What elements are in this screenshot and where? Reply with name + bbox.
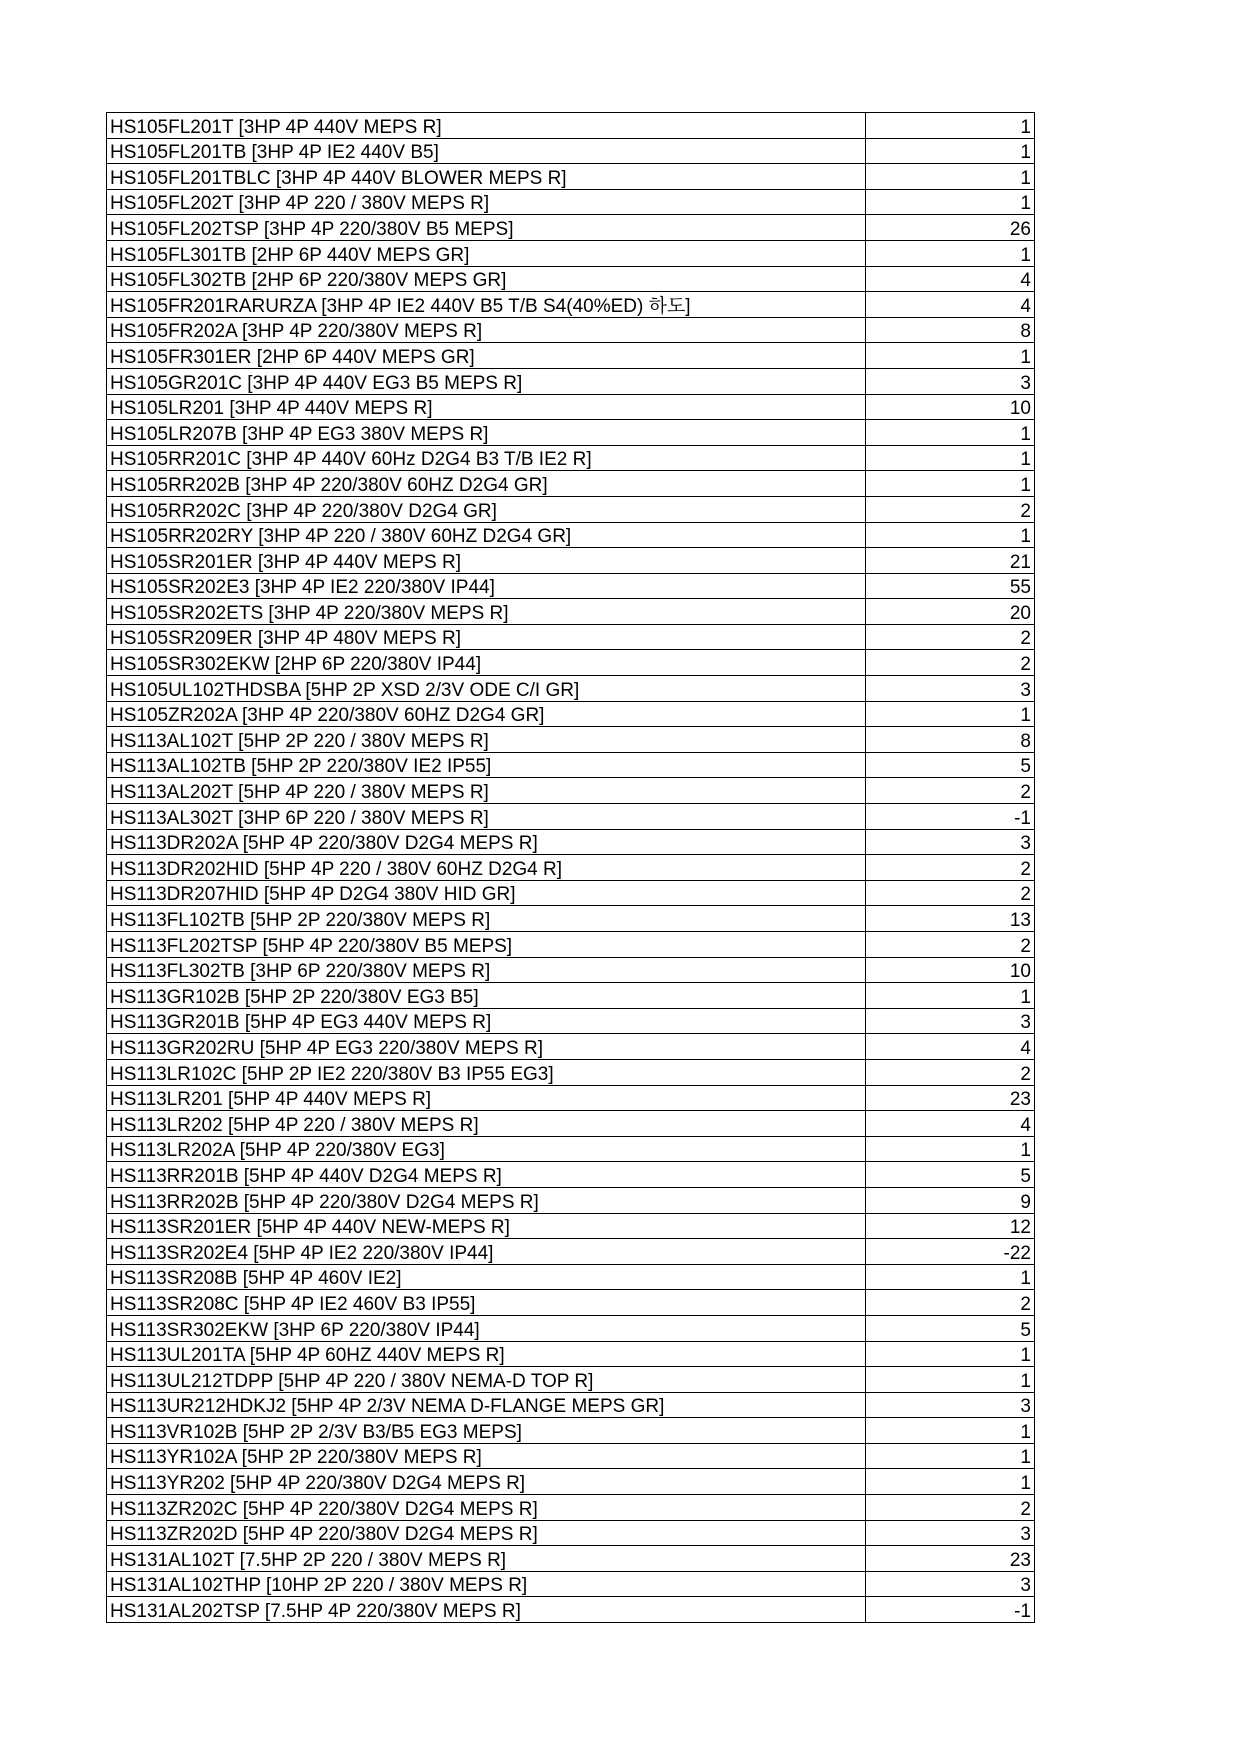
table-row	[107, 1111, 1035, 1137]
item-description-cell: HS105FL302TB [2HP 6P 220/380V MEPS GR]	[107, 266, 866, 292]
item-description-cell: HS105FR201RARURZA [3HP 4P IE2 440V B5 T/B S4(40%ED) 하도]	[107, 292, 866, 318]
item-description-cell: HS105FL201TBLC [3HP 4P 440V BLOWER MEPS R]	[107, 164, 866, 190]
table-row	[107, 215, 1035, 241]
table-row	[107, 599, 1035, 625]
table-row	[107, 266, 1035, 292]
item-description-cell: HS105FL301TB [2HP 6P 440V MEPS GR]	[107, 240, 866, 266]
table-row	[107, 317, 1035, 343]
item-description-cell: HS113SR208C [5HP 4P IE2 460V B3 IP55]	[107, 1290, 866, 1316]
item-description-cell: HS131AL202TSP [7.5HP 4P 220/380V MEPS R]	[107, 1597, 866, 1623]
table-row	[107, 1469, 1035, 1495]
item-description-cell: HS113YR102A [5HP 2P 220/380V MEPS R]	[107, 1443, 866, 1469]
item-quantity-cell: 3	[866, 676, 1035, 702]
table-row	[107, 1520, 1035, 1546]
item-quantity-cell: 2	[866, 932, 1035, 958]
item-quantity-cell: 2	[866, 778, 1035, 804]
item-description-cell: HS105FL201TB [3HP 4P IE2 440V B5]	[107, 138, 866, 164]
item-quantity-cell: 1	[866, 1367, 1035, 1393]
table-row	[107, 548, 1035, 574]
item-description-cell: HS113UL212TDPP [5HP 4P 220 / 380V NEMA-D TOP R]	[107, 1367, 866, 1393]
item-quantity-cell: 3	[866, 1571, 1035, 1597]
table-row	[107, 240, 1035, 266]
item-quantity-cell: 21	[866, 548, 1035, 574]
item-description-cell: HS113LR202 [5HP 4P 220 / 380V MEPS R]	[107, 1111, 866, 1137]
item-description-cell: HS105SR201ER [3HP 4P 440V MEPS R]	[107, 548, 866, 574]
item-description-cell: HS113FL202TSP [5HP 4P 220/380V B5 MEPS]	[107, 932, 866, 958]
item-quantity-cell: 3	[866, 1520, 1035, 1546]
item-description-cell: HS113YR202 [5HP 4P 220/380V D2G4 MEPS R]	[107, 1469, 866, 1495]
item-quantity-cell: 2	[866, 1495, 1035, 1521]
table-row	[107, 880, 1035, 906]
item-description-cell: HS131AL102THP [10HP 2P 220 / 380V MEPS R]	[107, 1571, 866, 1597]
table-row	[107, 1239, 1035, 1265]
item-quantity-cell: 5	[866, 1162, 1035, 1188]
item-quantity-cell: 8	[866, 727, 1035, 753]
item-description-cell: HS113AL102T [5HP 2P 220 / 380V MEPS R]	[107, 727, 866, 753]
item-description-cell: HS113ZR202D [5HP 4P 220/380V D2G4 MEPS R]	[107, 1520, 866, 1546]
item-description-cell: HS105LR207B [3HP 4P EG3 380V MEPS R]	[107, 420, 866, 446]
item-quantity-cell: 4	[866, 1111, 1035, 1137]
table-row	[107, 804, 1035, 830]
table-row	[107, 164, 1035, 190]
table-row	[107, 1085, 1035, 1111]
table-row	[107, 1367, 1035, 1393]
table-row	[107, 1571, 1035, 1597]
item-quantity-cell: 2	[866, 880, 1035, 906]
table-row	[107, 343, 1035, 369]
table-row	[107, 420, 1035, 446]
item-quantity-cell: 8	[866, 317, 1035, 343]
item-description-cell: HS113DR202A [5HP 4P 220/380V D2G4 MEPS R]	[107, 829, 866, 855]
item-quantity-cell: 1	[866, 983, 1035, 1009]
item-description-cell: HS105RR201C [3HP 4P 440V 60Hz D2G4 B3 T/B IE2 R]	[107, 445, 866, 471]
item-description-cell: HS131AL102T [7.5HP 2P 220 / 380V MEPS R]	[107, 1546, 866, 1572]
table-row	[107, 1495, 1035, 1521]
item-quantity-cell: 1	[866, 1469, 1035, 1495]
item-description-cell: HS113AL102TB [5HP 2P 220/380V IE2 IP55]	[107, 752, 866, 778]
table-row	[107, 1264, 1035, 1290]
item-description-cell: HS113SR202E4 [5HP 4P IE2 220/380V IP44]	[107, 1239, 866, 1265]
table-row	[107, 394, 1035, 420]
table-row	[107, 1597, 1035, 1623]
table-row	[107, 1341, 1035, 1367]
item-description-cell: HS105LR201 [3HP 4P 440V MEPS R]	[107, 394, 866, 420]
item-description-cell: HS113AL202T [5HP 4P 220 / 380V MEPS R]	[107, 778, 866, 804]
table-row	[107, 932, 1035, 958]
table-row	[107, 650, 1035, 676]
item-quantity-cell: 5	[866, 752, 1035, 778]
item-quantity-cell: 1	[866, 1418, 1035, 1444]
item-description-cell: HS113RR201B [5HP 4P 440V D2G4 MEPS R]	[107, 1162, 866, 1188]
item-description-cell: HS113GR102B [5HP 2P 220/380V EG3 B5]	[107, 983, 866, 1009]
table-row	[107, 113, 1035, 139]
item-description-cell: HS105FL202TSP [3HP 4P 220/380V B5 MEPS]	[107, 215, 866, 241]
table-row	[107, 957, 1035, 983]
item-quantity-cell: 1	[866, 113, 1035, 139]
table-row	[107, 1034, 1035, 1060]
table-row	[107, 1418, 1035, 1444]
item-description-cell: HS105ZR202A [3HP 4P 220/380V 60HZ D2G4 GR]	[107, 701, 866, 727]
item-description-cell: HS105SR209ER [3HP 4P 480V MEPS R]	[107, 624, 866, 650]
item-quantity-cell: 3	[866, 1392, 1035, 1418]
item-quantity-cell: 1	[866, 138, 1035, 164]
item-quantity-cell: 1	[866, 189, 1035, 215]
item-description-cell: HS113LR201 [5HP 4P 440V MEPS R]	[107, 1085, 866, 1111]
item-quantity-cell: 1	[866, 343, 1035, 369]
item-quantity-cell: 55	[866, 573, 1035, 599]
table-row	[107, 471, 1035, 497]
item-quantity-cell: 13	[866, 906, 1035, 932]
item-quantity-cell: 1	[866, 1443, 1035, 1469]
table-row	[107, 1443, 1035, 1469]
item-quantity-cell: -22	[866, 1239, 1035, 1265]
item-description-cell: HS105FR301ER [2HP 6P 440V MEPS GR]	[107, 343, 866, 369]
table-row	[107, 1162, 1035, 1188]
item-description-cell: HS105RR202B [3HP 4P 220/380V 60HZ D2G4 GR]	[107, 471, 866, 497]
table-row	[107, 368, 1035, 394]
item-quantity-cell: 20	[866, 599, 1035, 625]
item-description-cell: HS113DR207HID [5HP 4P D2G4 380V HID GR]	[107, 880, 866, 906]
item-quantity-cell: -1	[866, 804, 1035, 830]
table-row	[107, 1290, 1035, 1316]
table-row	[107, 1008, 1035, 1034]
item-description-cell: HS113VR102B [5HP 2P 2/3V B3/B5 EG3 MEPS]	[107, 1418, 866, 1444]
table-row	[107, 573, 1035, 599]
item-description-cell: HS113GR201B [5HP 4P EG3 440V MEPS R]	[107, 1008, 866, 1034]
item-description-cell: HS105SR202ETS [3HP 4P 220/380V MEPS R]	[107, 599, 866, 625]
item-quantity-cell: 10	[866, 957, 1035, 983]
item-description-cell: HS113SR208B [5HP 4P 460V IE2]	[107, 1264, 866, 1290]
table-row	[107, 522, 1035, 548]
item-description-cell: HS113UL201TA [5HP 4P 60HZ 440V MEPS R]	[107, 1341, 866, 1367]
item-quantity-cell: 1	[866, 240, 1035, 266]
table-row	[107, 1187, 1035, 1213]
item-quantity-cell: 4	[866, 266, 1035, 292]
item-quantity-cell: 26	[866, 215, 1035, 241]
item-description-cell: HS113AL302T [3HP 6P 220 / 380V MEPS R]	[107, 804, 866, 830]
item-description-cell: HS105RR202C [3HP 4P 220/380V D2G4 GR]	[107, 496, 866, 522]
item-quantity-cell: 4	[866, 1034, 1035, 1060]
table-row	[107, 1213, 1035, 1239]
table-row	[107, 445, 1035, 471]
item-quantity-cell: 5	[866, 1315, 1035, 1341]
table-row	[107, 138, 1035, 164]
table-row	[107, 292, 1035, 318]
item-quantity-cell: -1	[866, 1597, 1035, 1623]
table-row	[107, 676, 1035, 702]
item-quantity-cell: 1	[866, 701, 1035, 727]
item-quantity-cell: 1	[866, 420, 1035, 446]
table-row	[107, 829, 1035, 855]
item-description-cell: HS113DR202HID [5HP 4P 220 / 380V 60HZ D2G4 R]	[107, 855, 866, 881]
item-quantity-cell: 2	[866, 855, 1035, 881]
item-quantity-cell: 1	[866, 522, 1035, 548]
item-quantity-cell: 23	[866, 1546, 1035, 1572]
inventory-sheet	[106, 112, 1035, 1623]
item-description-cell: HS113RR202B [5HP 4P 220/380V D2G4 MEPS R]	[107, 1187, 866, 1213]
item-quantity-cell: 2	[866, 650, 1035, 676]
item-description-cell: HS113LR202A [5HP 4P 220/380V EG3]	[107, 1136, 866, 1162]
item-description-cell: HS113FL102TB [5HP 2P 220/380V MEPS R]	[107, 906, 866, 932]
item-quantity-cell: 3	[866, 368, 1035, 394]
item-description-cell: HS105RR202RY [3HP 4P 220 / 380V 60HZ D2G4 GR]	[107, 522, 866, 548]
item-quantity-cell: 2	[866, 1290, 1035, 1316]
item-quantity-cell: 1	[866, 1136, 1035, 1162]
table-row	[107, 855, 1035, 881]
table-row	[107, 1059, 1035, 1085]
item-quantity-cell: 10	[866, 394, 1035, 420]
inventory-table-body	[107, 113, 1035, 1623]
item-quantity-cell: 23	[866, 1085, 1035, 1111]
inventory-table	[106, 112, 1035, 1623]
item-description-cell: HS113SR302EKW [3HP 6P 220/380V IP44]	[107, 1315, 866, 1341]
item-description-cell: HS105SR202E3 [3HP 4P IE2 220/380V IP44]	[107, 573, 866, 599]
table-row	[107, 906, 1035, 932]
table-row	[107, 1136, 1035, 1162]
item-description-cell: HS105FL202T [3HP 4P 220 / 380V MEPS R]	[107, 189, 866, 215]
item-description-cell: HS105SR302EKW [2HP 6P 220/380V IP44]	[107, 650, 866, 676]
item-description-cell: HS113GR202RU [5HP 4P EG3 220/380V MEPS R]	[107, 1034, 866, 1060]
item-quantity-cell: 1	[866, 445, 1035, 471]
item-description-cell: HS105UL102THDSBA [5HP 2P XSD 2/3V ODE C/I GR]	[107, 676, 866, 702]
item-quantity-cell: 1	[866, 1341, 1035, 1367]
item-quantity-cell: 1	[866, 164, 1035, 190]
table-row	[107, 189, 1035, 215]
item-quantity-cell: 2	[866, 496, 1035, 522]
item-description-cell: HS113ZR202C [5HP 4P 220/380V D2G4 MEPS R]	[107, 1495, 866, 1521]
item-quantity-cell: 1	[866, 1264, 1035, 1290]
item-quantity-cell: 12	[866, 1213, 1035, 1239]
item-quantity-cell: 9	[866, 1187, 1035, 1213]
table-row	[107, 752, 1035, 778]
table-row	[107, 1315, 1035, 1341]
table-row	[107, 983, 1035, 1009]
item-quantity-cell: 1	[866, 471, 1035, 497]
item-description-cell: HS113SR201ER [5HP 4P 440V NEW-MEPS R]	[107, 1213, 866, 1239]
table-row	[107, 727, 1035, 753]
item-description-cell: HS113LR102C [5HP 2P IE2 220/380V B3 IP55 EG3]	[107, 1059, 866, 1085]
item-quantity-cell: 2	[866, 624, 1035, 650]
item-description-cell: HS105FL201T [3HP 4P 440V MEPS R]	[107, 113, 866, 139]
item-description-cell: HS105FR202A [3HP 4P 220/380V MEPS R]	[107, 317, 866, 343]
table-row	[107, 701, 1035, 727]
table-row	[107, 496, 1035, 522]
item-description-cell: HS113FL302TB [3HP 6P 220/380V MEPS R]	[107, 957, 866, 983]
item-quantity-cell: 2	[866, 1059, 1035, 1085]
item-description-cell: HS113UR212HDKJ2 [5HP 4P 2/3V NEMA D-FLANGE MEPS GR]	[107, 1392, 866, 1418]
table-row	[107, 778, 1035, 804]
item-quantity-cell: 3	[866, 1008, 1035, 1034]
item-quantity-cell: 4	[866, 292, 1035, 318]
table-row	[107, 1392, 1035, 1418]
table-row	[107, 1546, 1035, 1572]
item-description-cell: HS105GR201C [3HP 4P 440V EG3 B5 MEPS R]	[107, 368, 866, 394]
table-row	[107, 624, 1035, 650]
item-quantity-cell: 3	[866, 829, 1035, 855]
